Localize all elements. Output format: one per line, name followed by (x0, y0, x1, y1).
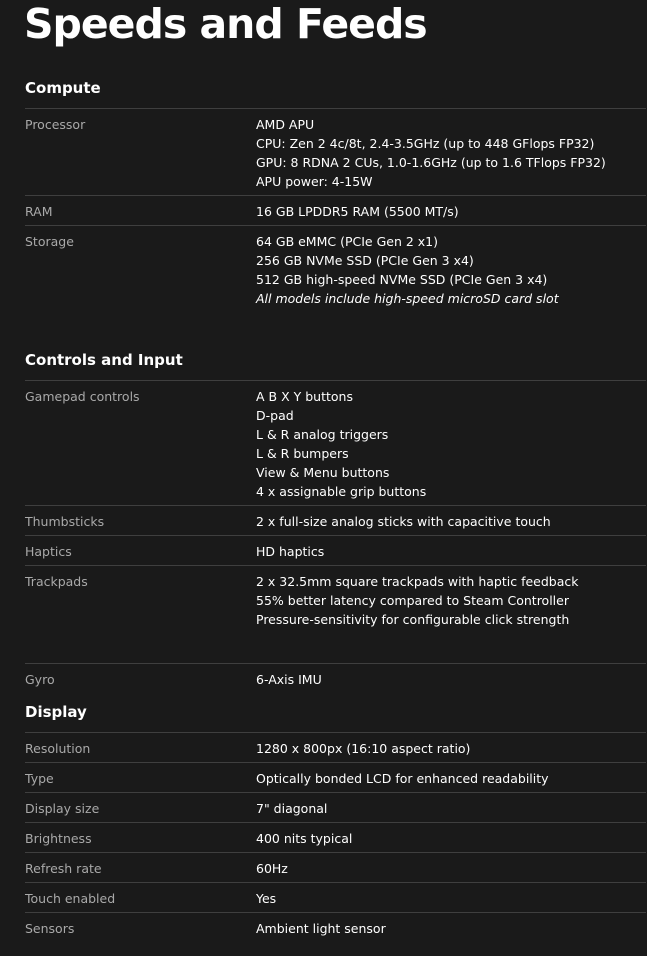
spec-values (256, 733, 646, 762)
spec-label: Haptics (25, 544, 72, 559)
spec-value: AMD APU (256, 117, 315, 132)
spec-label: Touch enabled (25, 891, 116, 906)
spec-row-ram (25, 195, 646, 225)
spec-value: 512 GB high-speed NVMe SSD (PCIe Gen 3 x4) (256, 272, 548, 287)
spec-row-storage (25, 225, 646, 331)
spec-value: L & R bumpers (256, 446, 349, 461)
spec-row-gamepad-controls (25, 380, 646, 505)
spec-value: 400 nits typical (256, 831, 353, 846)
section-title: Compute (25, 79, 101, 97)
spec-values (256, 226, 646, 331)
spec-row-sensors (25, 912, 646, 942)
spec-label: Processor (25, 117, 86, 132)
spec-row-gyro (25, 663, 646, 693)
section-compute (25, 78, 646, 331)
spec-label: Sensors (25, 921, 75, 936)
spec-values (256, 664, 646, 693)
spec-row-thumbsticks (25, 505, 646, 535)
spec-row-haptics (25, 535, 646, 565)
spec-value: 60Hz (256, 861, 288, 876)
spec-label: Resolution (25, 741, 91, 756)
spec-value: 4 x assignable grip buttons (256, 484, 427, 499)
spec-label: Thumbsticks (25, 514, 105, 529)
spec-values (256, 506, 646, 535)
spec-values (256, 853, 646, 882)
spec-label: Gamepad controls (25, 389, 140, 404)
spec-value: View & Menu buttons (256, 465, 390, 480)
spec-row-resolution (25, 732, 646, 762)
spec-values (256, 823, 646, 852)
section-title: Display (25, 703, 87, 721)
spec-label: Brightness (25, 831, 92, 846)
spec-value: 16 GB LPDDR5 RAM (5500 MT/s) (256, 204, 459, 219)
spec-values (256, 913, 646, 942)
spec-value: Optically bonded LCD for enhanced readability (256, 771, 549, 786)
spec-label: Storage (25, 234, 74, 249)
spec-value: 256 GB NVMe SSD (PCIe Gen 3 x4) (256, 253, 474, 268)
section-title: Controls and Input (25, 351, 183, 369)
spec-value: A B X Y buttons (256, 389, 353, 404)
spec-value: CPU: Zen 2 4c/8t, 2.4-3.5GHz (up to 448 GFlops FP32) (256, 136, 595, 151)
spec-value: 7" diagonal (256, 801, 328, 816)
spec-row-type (25, 762, 646, 792)
spec-label: Type (25, 771, 54, 786)
spec-value: All models include high-speed microSD card slot (256, 291, 559, 306)
spec-values (256, 196, 646, 225)
spec-row-trackpads (25, 565, 646, 663)
spec-row-display-size (25, 792, 646, 822)
spec-label: Gyro (25, 672, 55, 687)
spec-value: Yes (256, 891, 277, 906)
section-display (25, 702, 646, 942)
page-title: Speeds and Feeds (24, 0, 427, 48)
spec-value: HD haptics (256, 544, 325, 559)
spec-values (256, 536, 646, 565)
spec-value: Ambient light sensor (256, 921, 386, 936)
section-controls-and-input (25, 350, 646, 693)
spec-values (256, 883, 646, 912)
spec-values (256, 566, 646, 663)
spec-value: L & R analog triggers (256, 427, 389, 442)
spec-label: Refresh rate (25, 861, 102, 876)
spec-row-brightness (25, 822, 646, 852)
spec-value: 55% better latency compared to Steam Controller (256, 593, 569, 608)
spec-values (256, 763, 646, 792)
spec-value: 2 x full-size analog sticks with capacitive touch (256, 514, 551, 529)
spec-label: RAM (25, 204, 53, 219)
spec-row-processor (25, 108, 646, 195)
spec-row-refresh-rate (25, 852, 646, 882)
spec-value: Pressure-sensitivity for configurable click strength (256, 612, 570, 627)
spec-value: D-pad (256, 408, 294, 423)
spec-value: 2 x 32.5mm square trackpads with haptic feedback (256, 574, 579, 589)
spec-label: Display size (25, 801, 100, 816)
spec-values (256, 793, 646, 822)
spec-row-touch-enabled (25, 882, 646, 912)
spec-label: Trackpads (25, 574, 88, 589)
spec-value: 64 GB eMMC (PCIe Gen 2 x1) (256, 234, 438, 249)
spec-value: 1280 x 800px (16:10 aspect ratio) (256, 741, 471, 756)
spec-value: APU power: 4-15W (256, 174, 373, 189)
spec-value: GPU: 8 RDNA 2 CUs, 1.0-1.6GHz (up to 1.6 TFlops FP32) (256, 155, 606, 170)
spec-value: 6-Axis IMU (256, 672, 322, 687)
spec-values (256, 109, 646, 195)
spec-values (256, 381, 646, 505)
